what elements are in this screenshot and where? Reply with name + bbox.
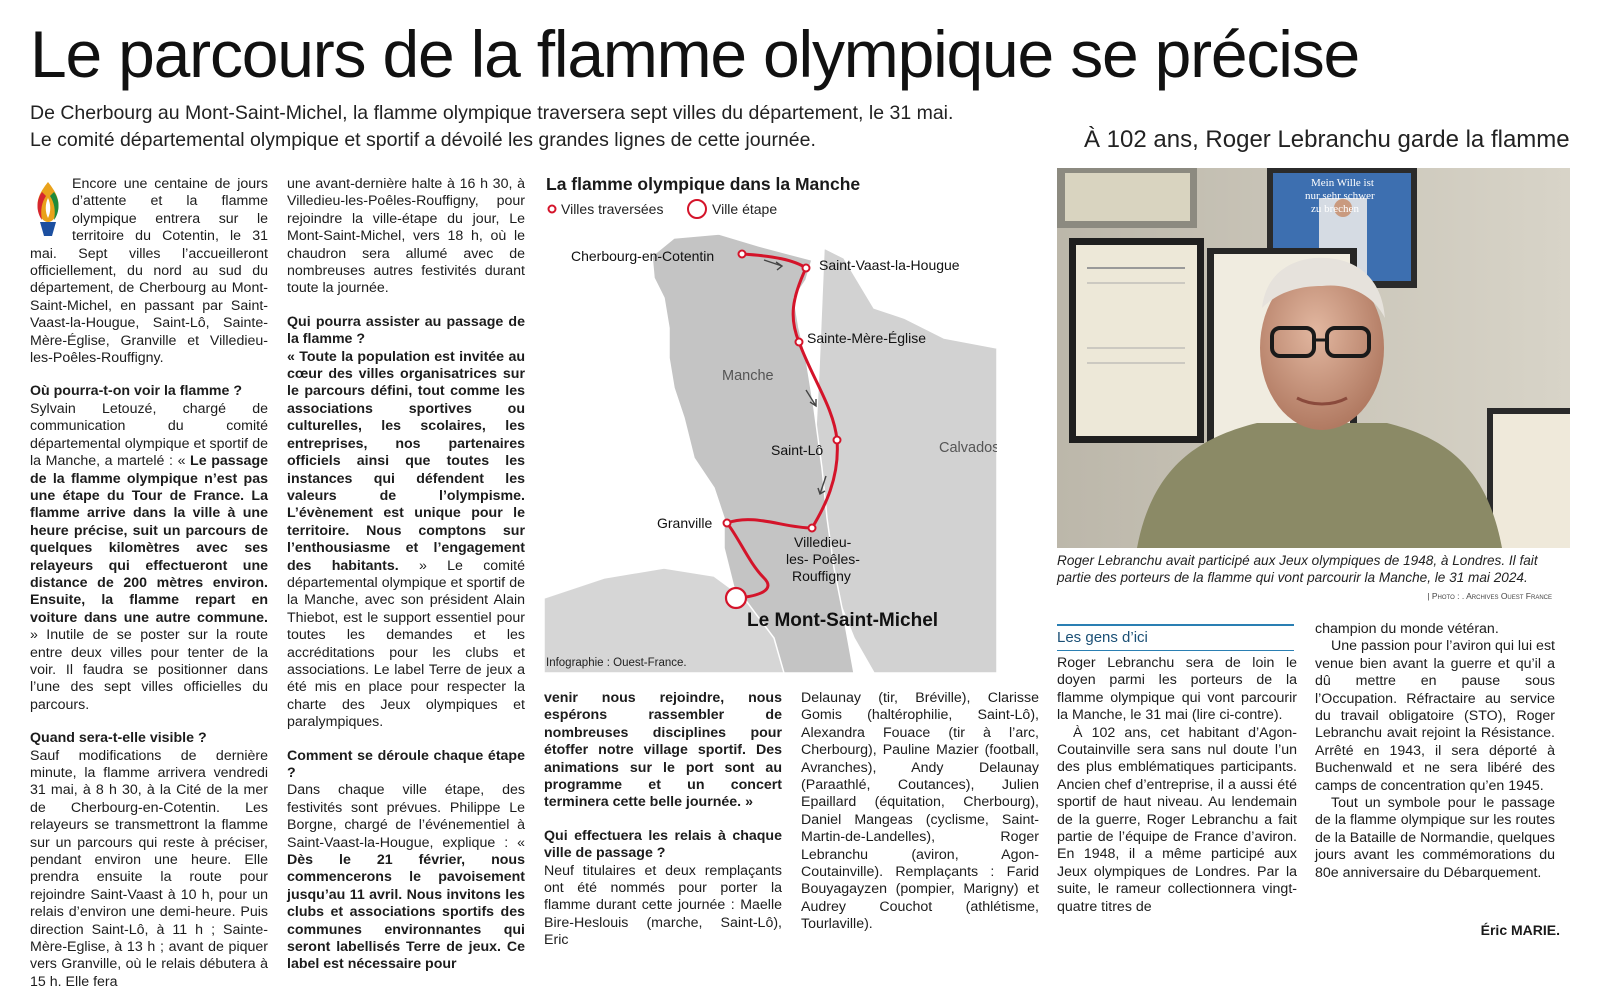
city-marker-villedieu xyxy=(809,525,816,532)
poster-text: Mein Wille ist xyxy=(1311,177,1374,189)
paragraph-relais: Neuf titulaires et deux remplaçants ont été nommés pour porter la flamme durant cette journée : Maelle Bire-Heslouis (marche, Saint-Lô), Eric xyxy=(544,862,782,949)
text-span: Dans chaque ville étape, des festivités sont prévues. Philippe Le Borgne, chargé de l’événementiel à Saint-Vaast-la-Hougue, explique : « xyxy=(287,782,525,851)
portrait-illustration xyxy=(1057,168,1570,548)
article-column-1 xyxy=(30,176,268,991)
side-paragraph: champion du monde vétéran. xyxy=(1315,621,1499,637)
subhead-quand: Quand sera-t-elle visible ? xyxy=(30,730,207,747)
paragraph-continued: une avant-dernière halte à 16 h 30, à Villedieu-les-Poêles-Rouffigny, pour rejoindre la ville-étape du jour, Le Mont-Saint-Michel, vers 18 h, où le chaudron sera allumé avec de nombreuses autres festivités durant toute la journée. xyxy=(287,176,525,297)
text-span: Sylvain Letouzé, chargé de communication du comité départemental olympique et sportif de la Manche, a martelé : « xyxy=(30,400,268,470)
city-label: Saint-Vaast-la-Hougue xyxy=(819,257,960,273)
rubric-header: Les gens d’ici xyxy=(1057,624,1294,651)
quote-bold: Dès le 21 février, nous commencerons le pavoisement jusqu’au 11 avril. Nous invitons les clubs et associations sportifs des communes environnantes qui seront labellisés Terre de jeux. Ce label est nécessaire pour xyxy=(287,852,525,973)
city-marker-saint-lo xyxy=(834,437,841,444)
photo-credit: | Photo : . Archives Ouest France xyxy=(1427,591,1552,601)
side-column-1 xyxy=(1057,655,1297,916)
text-span: » Inutile de se poster sur la route entre deux villes pour tenter de la voir. Il faudra se positionner dans l’une des sept villes officielles du parcours. xyxy=(30,627,268,713)
intro-paragraph: Encore une centaine de jours d’attente et la flamme olympique entrera sur le territoire du Cotentin, le 31 mai. Sept villes l’accueilleront officiellement, du nord au sud du département, de Cherbourg au Mont-Saint-Michel, en passant par Saint-Vaast-la-Hougue, Saint-Lô, Sainte-Mère-Église, Granville et Villedieu-les-Poêles-Rouffigny. xyxy=(30,176,268,367)
author-signature: Éric MARIE. xyxy=(1480,922,1560,938)
city-marker-saint-vaast xyxy=(803,265,810,272)
olympic-flame-icon xyxy=(30,178,66,240)
region-label-calvados: Calvados xyxy=(939,440,997,456)
legend-large-marker xyxy=(688,200,706,218)
article-column-4 xyxy=(801,690,1039,934)
city-label: Granville xyxy=(657,515,713,531)
side-paragraph: Roger Lebranchu sera de loin le doyen parmi les porteurs de la flamme olympique qui vont parcourir la Manche, le 31 mai (lire ci-contre). xyxy=(1057,655,1297,724)
side-paragraph: À 102 ans, cet habitant d’Agon-Coutainville sera sans nul doute l’un des plus emblématiques participants. Ancien chef d’entreprise, il a aussi été sportif de haut niveau. Au lendemain de la guerre, Roger Lebranchu a fait partie de l’équipe de France d’aviron. En 1948, il a même participé aux Jeux olympiques de Londres. Par la suite, le rameur collectionnera vingt-quatre titres de xyxy=(1057,724,1297,915)
city-label: Rouffigny xyxy=(792,568,851,584)
city-label: Cherbourg-en-Cotentin xyxy=(571,248,715,264)
quote-bold: « Toute la population est invitée au cœur des villes organisatrices sur le parcours défini, tout comme les associations sportives ou culturelles, les scolaires, les entreprises, nos partenaires officiels ainsi que toutes les instances qui défendent les valeurs de l’olympisme. L’évènement est unique pour le territoire. Nous comptons sur l’enthousiasme et l’engagement des habitants. xyxy=(287,348,525,574)
map-title: La flamme olympique dans la Manche xyxy=(546,174,861,194)
side-paragraph: Tout un symbole pour le passage de la flamme olympique sur les routes de la Bataille de Normandie, quelques jours avant les commémorations du 80e anniversaire du Débarquement. xyxy=(1315,795,1555,881)
side-paragraph: Une passion pour l’aviron qui lui est venue bien avant la guerre et qu’il a dû mettre en pause sous l’Occupation. Réfractaire au service du travail obligatoire (STO), Roger Lebranchu avait rejoint la Résistance. Arrêté en 1943, il sera déporté à Buchenwald et ne sera libéré des camps de concentration qu’en 1945. xyxy=(1315,638,1555,794)
city-label: Sainte-Mère-Église xyxy=(807,330,927,346)
photo-caption: Roger Lebranchu avait participé aux Jeux olympiques de 1948, à Londres. Il fait partie des porteurs de la flamme qui vont parcourir la Manche, le 31 mai 2024. xyxy=(1057,553,1538,585)
subhead-ou-voir: Où pourra-t-on voir la flamme ? xyxy=(30,383,243,400)
portrait-photo xyxy=(1057,168,1570,548)
region-label-manche: Manche xyxy=(722,368,774,384)
article-column-2 xyxy=(287,176,525,974)
lead-paragraph: De Cherbourg au Mont-Saint-Michel, la flamme olympique traversera sept villes du département, le 31 mai. Le comité départemental olympique et sportif a dévoilé les grandes lignes de cette journée. xyxy=(30,102,954,151)
city-marker-sainte-mere xyxy=(796,339,803,346)
side-article-title: À 102 ans, Roger Lebranchu garde la flamme xyxy=(1084,126,1570,153)
legend-small-label: Villes traversées xyxy=(561,201,664,217)
quote-bold: Le passage de la flamme olympique n’est pas une étape du Tour de France. La flamme arrive dans la ville à une heure précise, suit un parcours de quelques kilomètres avec ses relayeurs qui effectueront une distance de 200 mètres environ. Ensuite, la flamme repart en voiture dans une autre commune. xyxy=(30,453,268,626)
route-map-svg xyxy=(544,168,997,673)
headline: Le parcours de la flamme olympique se précise xyxy=(30,17,1360,91)
city-label: Villedieu- xyxy=(794,534,852,550)
paragraph-comment-deroule xyxy=(287,782,525,973)
paragraph-ou-voir xyxy=(30,401,268,714)
city-marker-cherbourg xyxy=(739,251,746,258)
poster-text: zu brechen xyxy=(1311,203,1359,215)
subhead-qui-assister: Qui pourra assister au passage de la flamme ? xyxy=(287,313,525,348)
subhead-relais: Qui effectuera les relais à chaque ville de passage ? xyxy=(544,827,782,862)
article-column-3 xyxy=(544,690,782,950)
paragraph-quote-end xyxy=(544,690,782,812)
legend-large-label: Ville étape xyxy=(712,201,778,217)
text-span: » Le comité départemental olympique et sportif de la Manche, avec son président Alain Thiebot, est le support essentiel pour toutes les demandes et les accréditations pour les clubs et associations. Le label Terre de jeux a été mis en place pour respecter la charte des Jeux olympiques et paralympiques. xyxy=(287,557,525,731)
route-map-infographic xyxy=(544,168,997,673)
paragraph-relayeurs: Delaunay (tir, Bréville), Clarisse Gomis (haltérophilie, Saint-Lô), Alexandra Fouace (tir à l’arc, Cherbourg), Pauline Mazier (football, Avranches), Andy Delaunay (Paraathlé, Coutances), Julien Epaillard (équitation, Cherbourg), Daniel Mangeas (cyclisme, Saint-Martin-de-Landelles), Roger Lebranchu (aviron, Agon-Coutainville). Remplaçants : Farid Bouyagayzen (pompier, Marigny) et Audrey Couchot (athlétisme, Tourlaville). xyxy=(801,690,1039,933)
poster-text: nur sehr schwer xyxy=(1305,190,1375,202)
quote-bold: venir nous rejoindre, nous espérons rassembler de nombreuses disciplines pour étoffer notre village sportif. Des animations sur le port sont au programme et un concert terminera cette belle journée. » xyxy=(544,690,782,811)
subhead-comment-deroule: Comment se déroule chaque étape ? xyxy=(287,747,525,781)
city-marker-mont-saint-michel xyxy=(726,588,746,608)
map-credit: Infographie : Ouest-France. xyxy=(546,657,687,669)
legend-small-marker xyxy=(549,206,556,213)
paragraph-qui-assister xyxy=(287,349,525,732)
city-marker-granville xyxy=(724,520,731,527)
side-column-2 xyxy=(1315,621,1555,882)
city-label: Saint-Lô xyxy=(771,442,824,458)
paragraph-quand: Sauf modifications de dernière minute, la flamme arrivera vendredi 31 mai, à 8 h 30, à la Cité de la mer de Cherbourg-en-Cotentin. Les relayeurs se transmettront la flamme sur un parcours qui reste à préciser, pendant environ une heure. Elle prendra ensuite la route pour rejoindre Saint-Vaast à 10 h, pour un relais d’environ une demi-heure. Puis direction Saint-Lô, à 11 h ; Sainte-Mère-Eglise, à 13 h ; avant de piquer vers Granville, où le relais débutera à 15 h. Elle fera xyxy=(30,747,268,990)
city-label: les- Poêles- xyxy=(786,551,860,567)
final-city-label: Le Mont-Saint-Michel xyxy=(747,610,939,631)
